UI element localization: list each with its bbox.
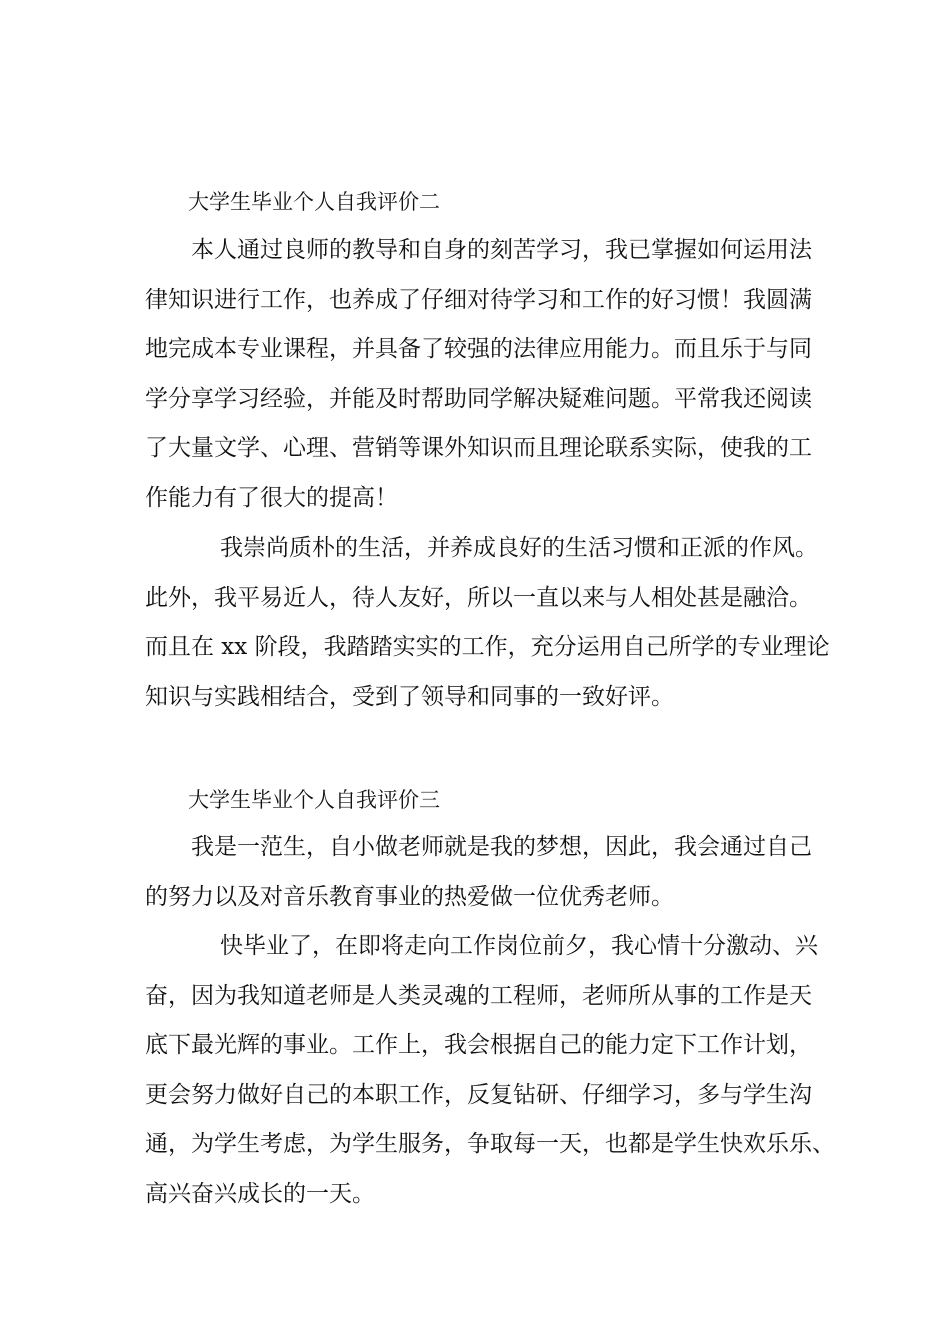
paragraph-s3-p2	[145, 922, 835, 1220]
text-line: 快毕业了，在即将走向工作岗位前夕，我心情十分激动、兴	[220, 933, 818, 959]
text-line: 高兴奋兴成长的一天。	[145, 1180, 375, 1207]
section-heading-2: 大学生毕业个人自我评价二	[188, 190, 440, 214]
text-line: 更会努力做好自己的本职工作，反复钻研、仔细学习，多与学生沟	[145, 1081, 812, 1108]
paragraph-s3-p1	[145, 823, 835, 922]
paragraph-s2-p1	[145, 226, 835, 524]
text-line: 而且在 xx 阶段，我踏踏实实的工作，充分运用自己所学的专业理论	[145, 634, 830, 661]
text-line: 的努力以及对音乐教育事业的热爱做一位优秀老师。	[145, 883, 674, 910]
text-line: 作能力有了很大的提高！	[145, 484, 398, 511]
section-heading-3: 大学生毕业个人自我评价三	[188, 788, 440, 812]
text-line: 此外，我平易近人，待人友好，所以一直以来与人相处甚是融洽。	[145, 584, 812, 611]
paragraph-s2-p2	[145, 524, 835, 722]
text-line: 我崇尚质朴的生活，并养成良好的生活习惯和正派的作风。	[220, 535, 818, 561]
text-line: 学分享学习经验，并能及时帮助同学解决疑难问题。平常我还阅读	[145, 385, 812, 412]
text-line: 我是一范生，自小做老师就是我的梦想，因此，我会通过自己	[191, 834, 812, 860]
text-line: 了大量文学、心理、营销等课外知识而且理论联系实际，使我的工	[145, 435, 812, 462]
text-line: 通，为学生考虑，为学生服务，争取每一天，也都是学生快欢乐乐、	[145, 1131, 835, 1158]
text-line: 律知识进行工作，也养成了仔细对待学习和工作的好习惯！我圆满	[145, 286, 812, 313]
text-line: 底下最光辉的事业。工作上，我会根据自己的能力定下工作计划，	[145, 1032, 812, 1059]
text-line: 知识与实践相结合，受到了领导和同事的一致好评。	[145, 683, 674, 710]
text-line: 地完成本专业课程，并具备了较强的法律应用能力。而且乐于与同	[145, 336, 812, 363]
text-line: 本人通过良师的教导和自身的刻苦学习，我已掌握如何运用法	[191, 237, 812, 263]
text-line: 奋，因为我知道老师是人类灵魂的工程师，老师所从事的工作是天	[145, 982, 812, 1009]
